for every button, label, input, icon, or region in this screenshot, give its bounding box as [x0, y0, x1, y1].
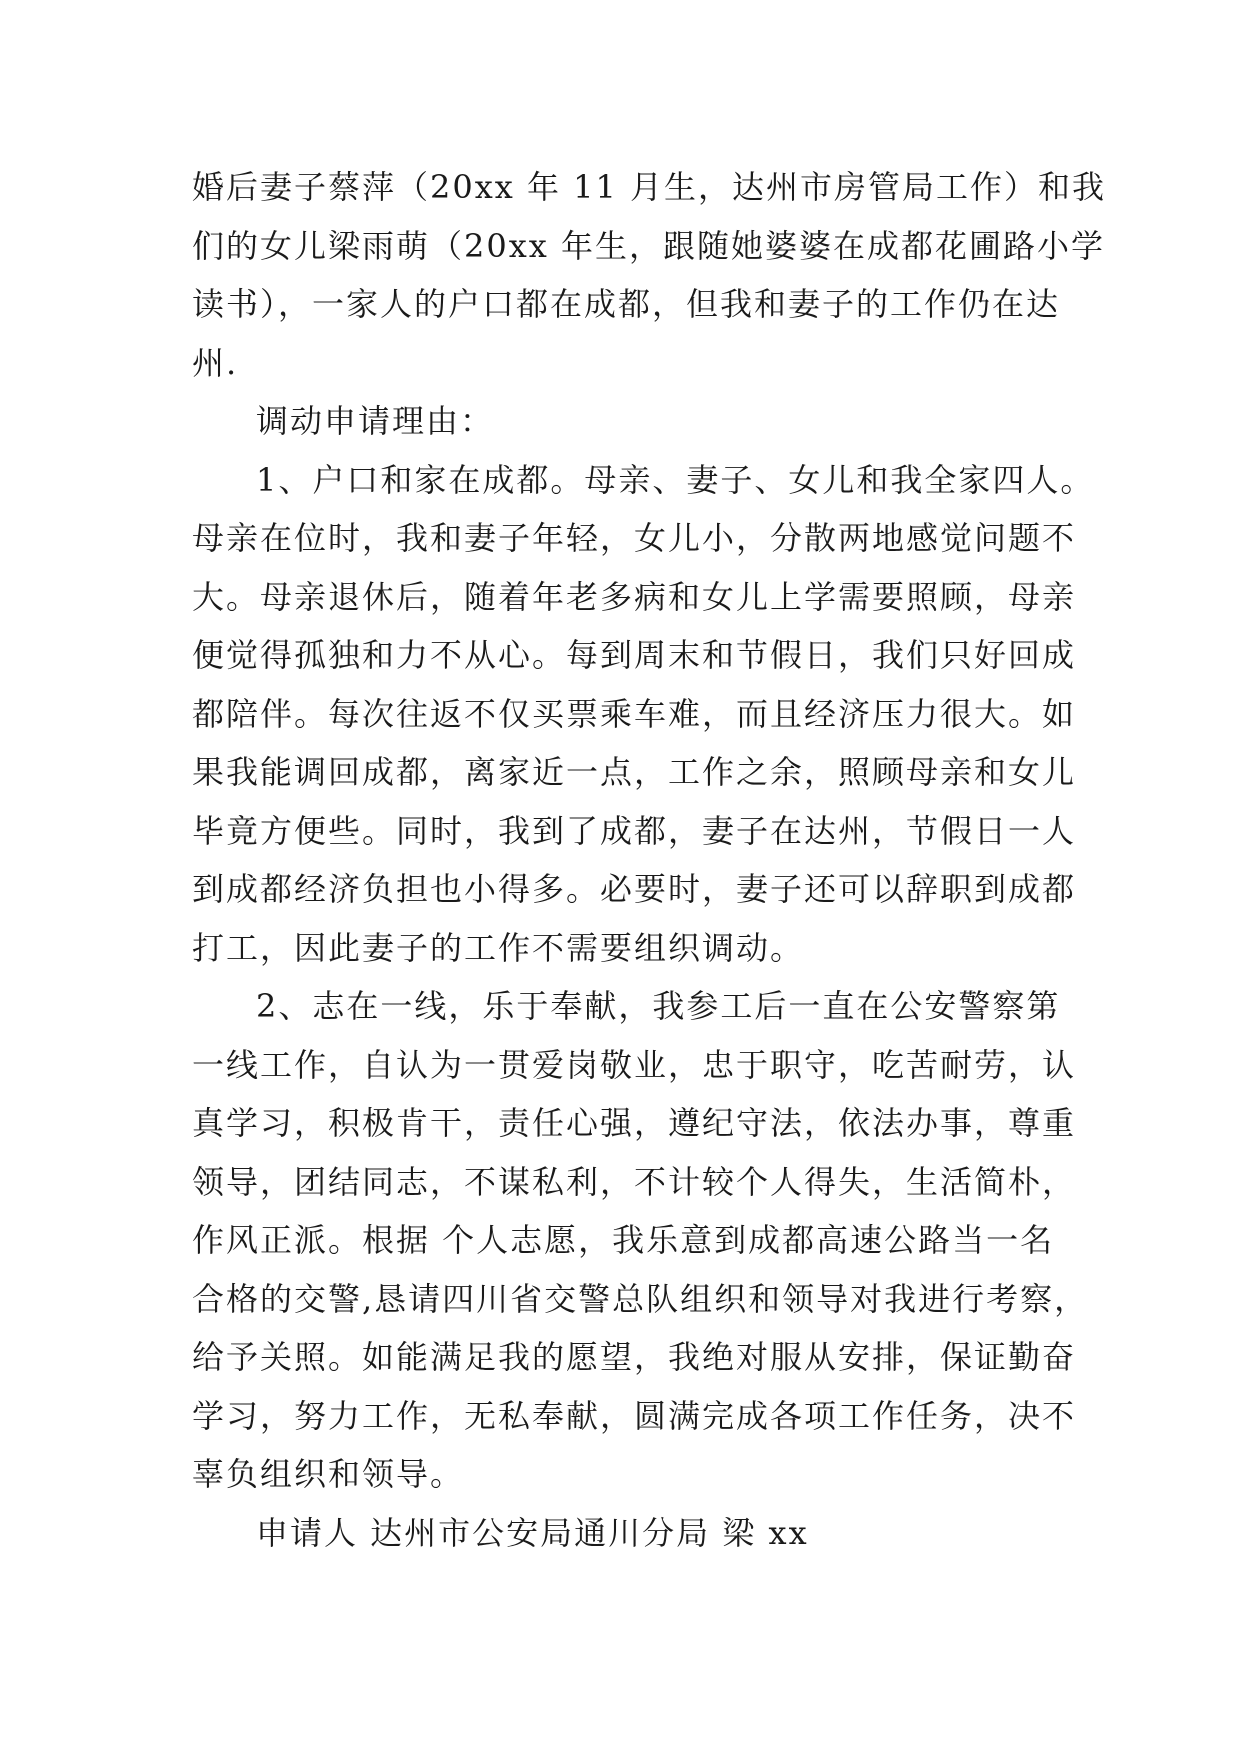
paragraph-reason-1 [192, 451, 1095, 978]
text-line: 便觉得孤独和力不从心。每到周末和节假日，我们只好回成 [192, 636, 1077, 674]
text-line: 大。母亲退休后，随着年老多病和女儿上学需要照顾，母亲 [192, 577, 1077, 616]
paragraph-reason-2 [192, 977, 1089, 1504]
document-body [192, 158, 1107, 1562]
text-line: 领导，团结同志，不谋私利，不计较个人得失，生活简朴， [192, 1162, 1077, 1201]
text-line: 都陪伴。每次往返不仅买票乘车难，而且经济压力很大。如 [192, 694, 1077, 733]
text-line: 果我能调回成都，离家近一点，工作之余，照顾母亲和女儿 [192, 753, 1077, 791]
text-line: 一线工作，自认为一贯爱岗敬业，忠于职守，吃苦耐劳，认 [192, 1045, 1077, 1084]
signature-line: 申请人 达州市公安局通川分局 梁 xx [256, 1513, 809, 1552]
text-line: 打工，因此妻子的工作不需要组织调动。 [192, 928, 805, 967]
text-line: 作风正派。根据 个人志愿，我乐意到成都高速公路当一名 [192, 1221, 1055, 1259]
text-line: 辜负组织和领导。 [192, 1455, 465, 1493]
text-line: 毕竟方便些。同时，我到了成都，妻子在达州，节假日一人 [192, 811, 1077, 850]
text-line: 2、志在一线，乐于奉献，我参工后一直在公安警察第 [256, 987, 1061, 1025]
text-line: 到成都经济负担也小得多。必要时，妻子还可以辞职到成都 [192, 870, 1077, 908]
text-line: 学习，努力工作，无私奉献，圆满完成各项工作任务，决不 [192, 1396, 1077, 1435]
text-line: 给予关照。如能满足我的愿望，我绝对服从安排，保证勤奋 [192, 1338, 1077, 1376]
paragraph-family-info [192, 158, 1107, 392]
section-heading-reasons: 调动申请理由： [256, 402, 495, 440]
text-line: 州. [192, 343, 239, 382]
text-line: 真学习，积极肯干，责任心强，遵纪守法，依法办事，尊重 [192, 1104, 1077, 1142]
text-line: 读书），一家人的户口都在成都，但我和妻子的工作仍在达 [192, 285, 1061, 323]
text-line: 母亲在位时，我和妻子年轻，女儿小，分散两地感觉问题不 [192, 519, 1077, 557]
text-line: 婚后妻子蔡萍（20xx 年 11 月生，达州市房管局工作）和我 [192, 168, 1107, 206]
text-line: 1、户口和家在成都。母亲、妻子、女儿和我全家四人。 [256, 460, 1095, 499]
text-line: 们的女儿梁雨萌（20xx 年生，跟随她婆婆在成都花圃路小学 [192, 226, 1105, 265]
text-line: 合格的交警,恳请四川省交警总队组织和领导对我进行考察， [192, 1279, 1089, 1318]
